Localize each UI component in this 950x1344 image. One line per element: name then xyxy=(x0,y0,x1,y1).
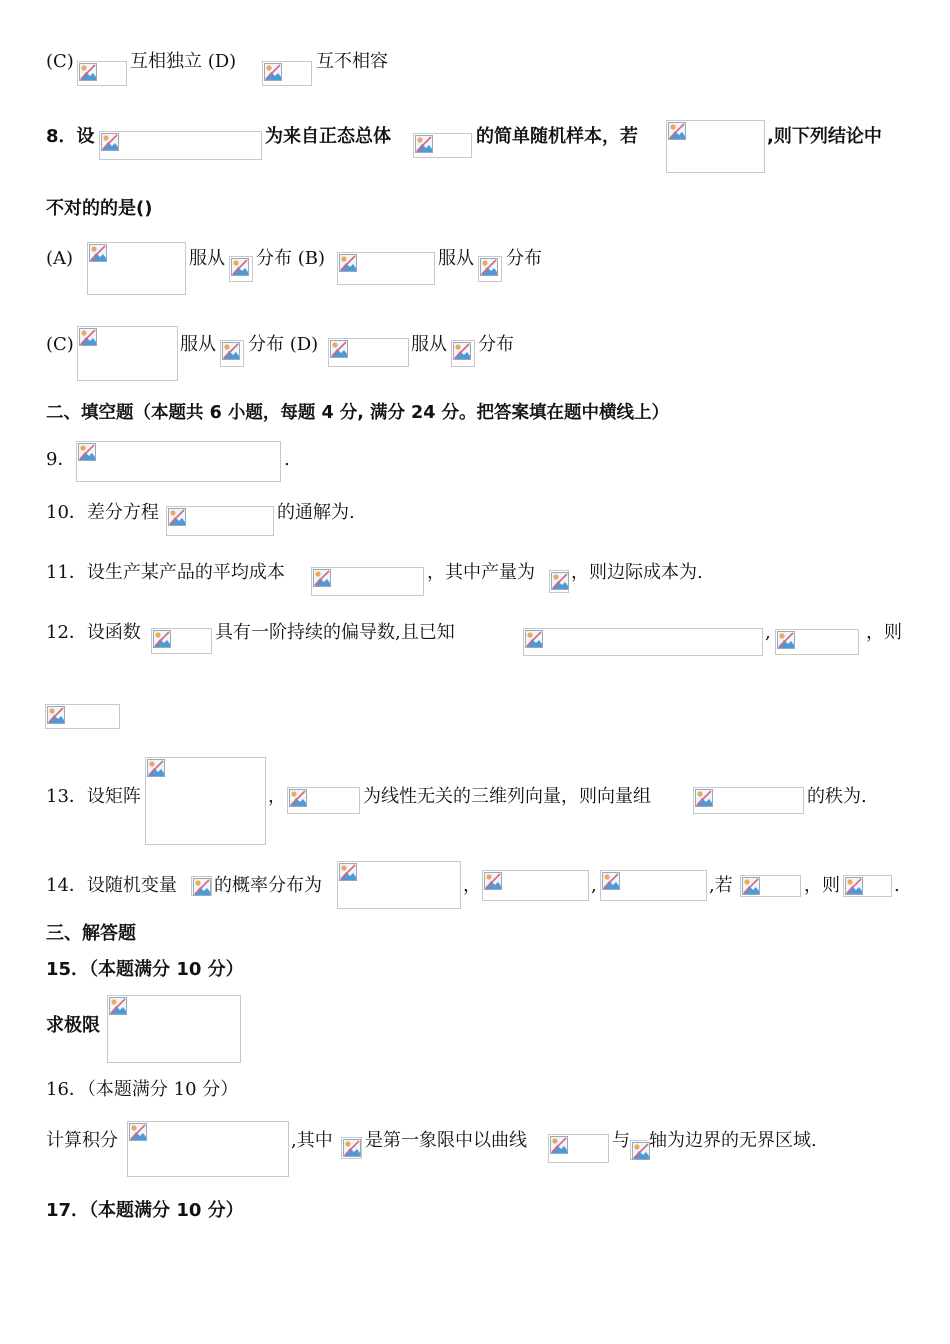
question-17-title: 17．（本题满分 10 分） xyxy=(46,1200,244,1221)
formula-image xyxy=(287,787,360,814)
option-text: 互不相容 xyxy=(316,51,388,72)
formula-image xyxy=(220,340,244,367)
formula-image xyxy=(523,628,763,656)
formula-image xyxy=(337,861,461,909)
broken-image-icon xyxy=(78,443,96,461)
formula-image xyxy=(107,995,241,1063)
broken-image-icon xyxy=(845,877,863,895)
question-14: 14．设随机变量 xyxy=(46,875,177,896)
formula-image xyxy=(99,131,262,160)
broken-image-icon xyxy=(330,340,348,358)
broken-image-icon xyxy=(109,997,127,1015)
broken-image-icon xyxy=(550,1136,568,1154)
broken-image-icon xyxy=(129,1123,147,1141)
option-text: 分布 xyxy=(506,248,542,269)
question-text: 的通解为. xyxy=(277,502,355,523)
question-15-title: 15．（本题满分 10 分） xyxy=(46,959,244,980)
formula-image xyxy=(337,252,435,285)
formula-image xyxy=(76,441,281,482)
formula-image xyxy=(775,629,859,655)
section-2-heading: 二、填空题（本题共 6 小题，每题 4 分, 满分 24 分。把答案填在题中横线上） xyxy=(46,403,669,423)
option-text: 分布 (D) xyxy=(248,334,319,355)
formula-image xyxy=(666,120,765,173)
question-text: ， xyxy=(463,875,481,896)
option-text: 服从 xyxy=(180,334,216,355)
question-13: 13．设矩阵 xyxy=(46,786,141,807)
broken-image-icon xyxy=(89,244,107,262)
broken-image-icon xyxy=(147,759,165,777)
broken-image-icon xyxy=(339,863,357,881)
question-text: , xyxy=(765,622,771,643)
formula-image xyxy=(843,875,892,897)
option-text: 服从 xyxy=(411,334,447,355)
question-text: , xyxy=(591,875,597,896)
broken-image-icon xyxy=(313,569,331,587)
broken-image-icon xyxy=(551,572,569,590)
broken-image-icon xyxy=(153,630,171,648)
broken-image-icon xyxy=(222,342,240,360)
formula-image xyxy=(478,256,502,282)
option-text: 互相独立 (D) xyxy=(130,51,237,72)
formula-image xyxy=(77,326,178,381)
broken-image-icon xyxy=(339,254,357,272)
question-text: ,则下列结论中 xyxy=(767,126,882,147)
broken-image-icon xyxy=(453,342,471,360)
question-text: ，则边际成本为. xyxy=(571,562,703,583)
broken-image-icon xyxy=(264,63,282,81)
formula-image xyxy=(87,242,186,295)
option-text: 分布 (B) xyxy=(256,248,325,269)
broken-image-icon xyxy=(168,508,186,526)
formula-image xyxy=(166,506,274,536)
question-text: ，则 xyxy=(866,622,902,643)
formula-image xyxy=(740,875,801,897)
question-15-text: 求极限 xyxy=(46,1015,100,1036)
question-text: 不对的的是() xyxy=(46,198,153,219)
formula-image xyxy=(151,628,212,654)
option-text: 分布 xyxy=(478,334,514,355)
option-c-label: (C) xyxy=(46,334,74,355)
broken-image-icon xyxy=(525,630,543,648)
broken-image-icon xyxy=(101,133,119,151)
formula-image xyxy=(413,133,472,158)
question-text: ，其中产量为 xyxy=(427,562,535,583)
formula-image xyxy=(451,340,475,367)
formula-image xyxy=(341,1137,362,1159)
option-c-label: (C) xyxy=(46,51,74,72)
question-text: 为线性无关的三维列向量，则向量组 xyxy=(363,786,651,807)
question-10: 10．差分方程 xyxy=(46,502,159,523)
broken-image-icon xyxy=(480,258,498,276)
question-11: 11．设生产某产品的平均成本 xyxy=(46,562,285,583)
broken-image-icon xyxy=(289,789,307,807)
question-text: 是第一象限中以曲线 xyxy=(365,1130,527,1151)
formula-image xyxy=(191,876,212,896)
question-text: ， xyxy=(268,786,286,807)
broken-image-icon xyxy=(602,872,620,890)
formula-image xyxy=(549,570,569,593)
broken-image-icon xyxy=(79,328,97,346)
option-a-label: (A) xyxy=(46,248,74,269)
question-text: 与 xyxy=(612,1130,630,1151)
broken-image-icon xyxy=(695,789,713,807)
formula-image xyxy=(328,338,409,367)
formula-image xyxy=(600,870,707,901)
question-16-text: 计算积分 xyxy=(46,1130,118,1151)
formula-image xyxy=(311,567,424,596)
question-12: 12．设函数 xyxy=(46,622,141,643)
question-text: 为来自正态总体 xyxy=(265,126,391,147)
formula-image xyxy=(630,1140,647,1160)
question-text: . xyxy=(284,449,290,470)
formula-image xyxy=(77,61,127,86)
question-text: 具有一阶持续的偏导数,且已知 xyxy=(215,622,455,643)
broken-image-icon xyxy=(231,258,249,276)
broken-image-icon xyxy=(47,706,65,724)
formula-image xyxy=(145,757,266,845)
question-16-title: 16．（本题满分 10 分） xyxy=(46,1079,239,1100)
section-3-heading: 三、解答题 xyxy=(46,923,136,944)
question-text: ,若 xyxy=(709,875,733,896)
option-text: 服从 xyxy=(189,248,225,269)
formula-image xyxy=(229,256,253,282)
formula-image xyxy=(262,61,312,86)
question-text: ,其中 xyxy=(291,1130,333,1151)
question-text: 的概率分布为 xyxy=(214,875,322,896)
question-text: . xyxy=(894,875,900,896)
broken-image-icon xyxy=(668,122,686,140)
formula-image xyxy=(548,1134,609,1163)
broken-image-icon xyxy=(79,63,97,81)
formula-image xyxy=(693,787,804,814)
broken-image-icon xyxy=(777,631,795,649)
question-text: 的秩为. xyxy=(807,786,867,807)
broken-image-icon xyxy=(415,135,433,153)
broken-image-icon xyxy=(484,872,502,890)
broken-image-icon xyxy=(742,877,760,895)
question-9-number: 9． xyxy=(46,449,76,470)
question-text: 轴为边界的无界区域. xyxy=(649,1130,817,1151)
broken-image-icon xyxy=(632,1142,650,1160)
option-text: 服从 xyxy=(438,248,474,269)
question-text: 的简单随机样本，若 xyxy=(476,126,638,147)
broken-image-icon xyxy=(193,878,211,896)
formula-image xyxy=(45,704,120,729)
question-text: ，则 xyxy=(804,875,840,896)
broken-image-icon xyxy=(343,1139,361,1157)
formula-image xyxy=(127,1121,289,1177)
question-8-number: 8．设 xyxy=(46,126,95,147)
formula-image xyxy=(482,870,589,901)
